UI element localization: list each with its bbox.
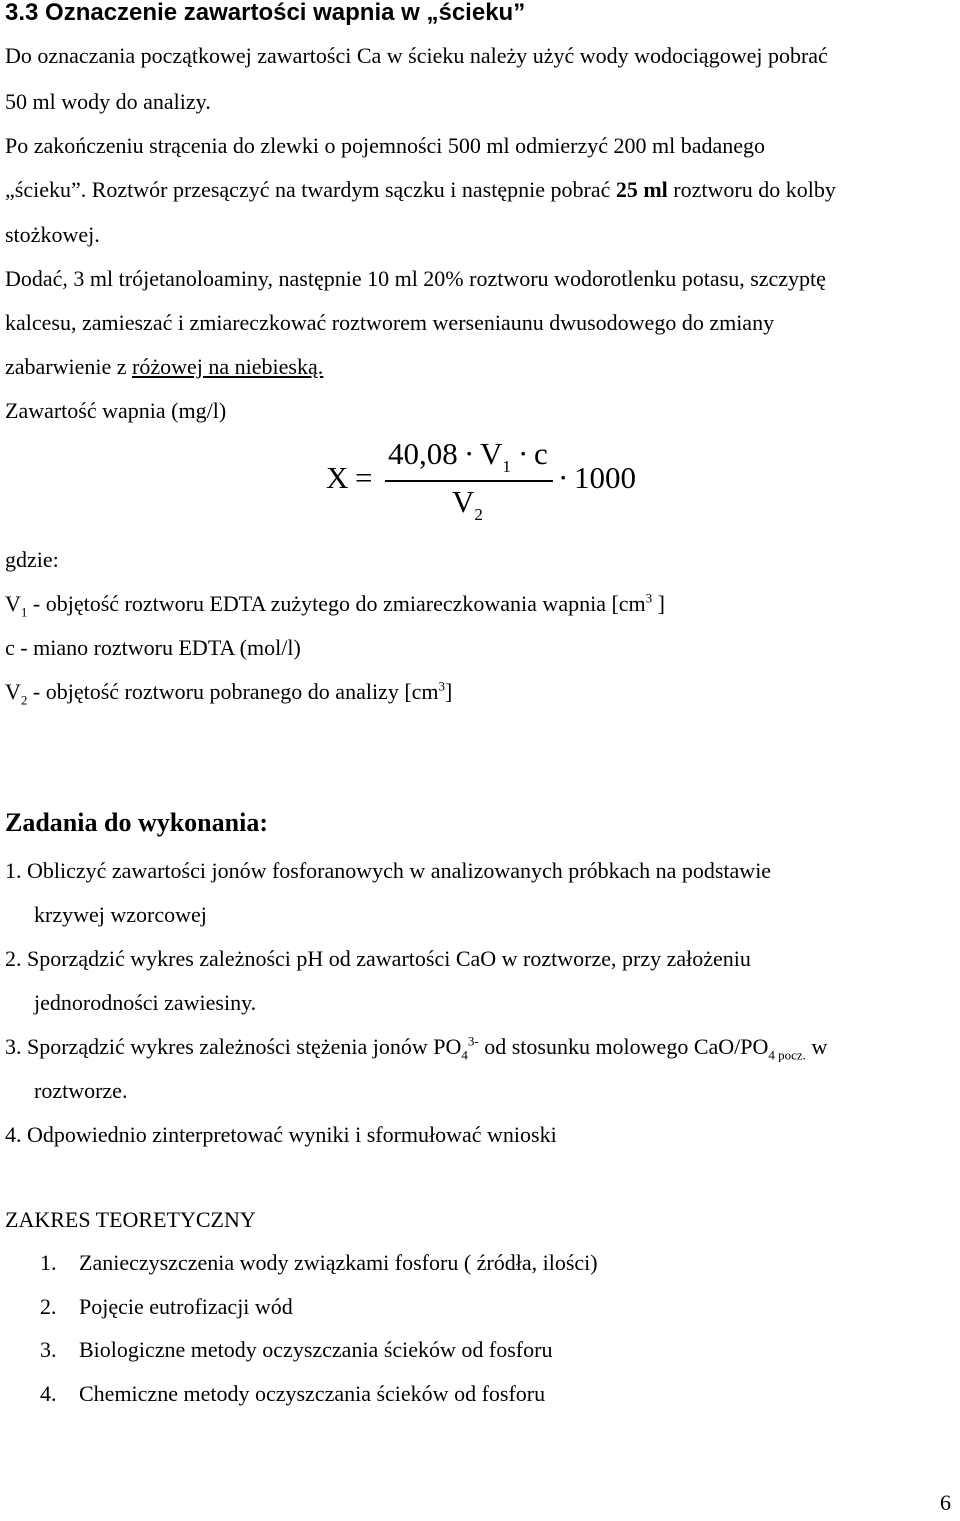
task-2: 2. Sporządzić wykres zależności pH od zawartości CaO w roztworze, przy założeniu (5, 946, 751, 971)
formula-lhs: X (326, 460, 349, 495)
formula-equals: = (355, 460, 373, 495)
legend-v1: $V_1$ - objętość roztworu EDTA zużytego do zmiareczkowania wapnia [$cm^3$ ] (5, 590, 665, 620)
formula-c: c (534, 436, 548, 471)
theory-item-number: 4. (40, 1381, 57, 1406)
tasks-heading: Zadania do wykonania: (5, 808, 268, 837)
formula-dot: · (518, 436, 529, 471)
calcium-formula (0, 0, 960, 540)
formula-multiplier: 1000 (574, 460, 636, 495)
paragraph-line: stożkowej. (5, 222, 100, 247)
formula-constant: 40,08 (388, 436, 458, 471)
formula-dot: · (558, 460, 569, 495)
task-1-cont: krzywej wzorcowej (34, 902, 207, 927)
underlined-text: różowej na niebieską. (132, 354, 324, 379)
formula-v1: $V_1$ (480, 436, 511, 476)
task-1: 1. Obliczyć zawartości jonów fosforanowych w analizowanych próbkach na podstawie (5, 858, 772, 883)
page-number: 6 (940, 1490, 951, 1515)
paragraph-line: Do oznaczania początkowej zawartości Ca w ścieku należy użyć wody wodociągowej pobrać (5, 43, 828, 68)
paragraph-line: 50 ml wody do analizy. (5, 89, 211, 114)
legend-v2: $V_2$ - objętość roztworu pobranego do analizy $[cm^3]$ (5, 678, 453, 708)
paragraph-line: Po zakończeniu strącenia do zlewki o pojemności 500 ml odmierzyć 200 ml badanego (5, 133, 765, 158)
formula-dot: · (464, 436, 475, 471)
theory-heading: ZAKRES TEORETYCZNY (5, 1207, 256, 1232)
theory-item-number: 1. (40, 1250, 57, 1275)
paragraph-line: kalcesu, zamieszać i zmiareczkować roztworem werseniaunu dwusodowego do zmiany (5, 310, 775, 335)
task-3: 3. Sporządzić wykres zależności stężenia jonów $PO_4^{3-}$ od stosunku molowego CaO/$PO_{4 pocz.}$ w (5, 1033, 828, 1063)
paragraph-line: Dodać, 3 ml trójetanoloaminy, następnie 10 ml 20% roztworu wodorotlenku potasu, szczyptę (5, 266, 826, 291)
fraction-bar (385, 480, 553, 482)
paragraph-line: zabarwienie z różowej na niebieską. (5, 354, 324, 379)
theory-item-text: Zanieczyszczenia wody związkami fosforu ( źródła, ilości) (79, 1250, 598, 1275)
task-2-cont: jednorodności zawiesiny. (34, 990, 257, 1015)
theory-item-number: 2. (40, 1294, 57, 1319)
volume-emphasis: 25 ml (615, 177, 668, 202)
theory-item-number: 3. (40, 1337, 57, 1362)
formula-v2: $V_2$ (452, 484, 483, 524)
theory-item-text: Pojęcie eutrofizacji wód (79, 1294, 293, 1319)
paragraph-line: „ścieku”. Roztwór przesączyć na twardym sączku i następnie pobrać 25 ml roztworu do kolby (5, 177, 836, 202)
section-title: 3.3 Oznaczenie zawartości wapnia w „ścieku” (5, 0, 526, 26)
legend-c: c - miano roztworu EDTA (mol/l) (5, 635, 301, 660)
theory-item-text: Biologiczne metody oczyszczania ścieków od fosforu (79, 1337, 553, 1362)
theory-item-text: Chemiczne metody oczyszczania ścieków od fosforu (79, 1381, 546, 1406)
paragraph-line: Zawartość wapnia (mg/l) (5, 398, 227, 423)
task-4: 4. Odpowiednio zinterpretować wyniki i sformułować wnioski (5, 1122, 557, 1147)
legend-intro: gdzie: (5, 547, 59, 572)
task-3-cont: roztworze. (34, 1078, 128, 1103)
